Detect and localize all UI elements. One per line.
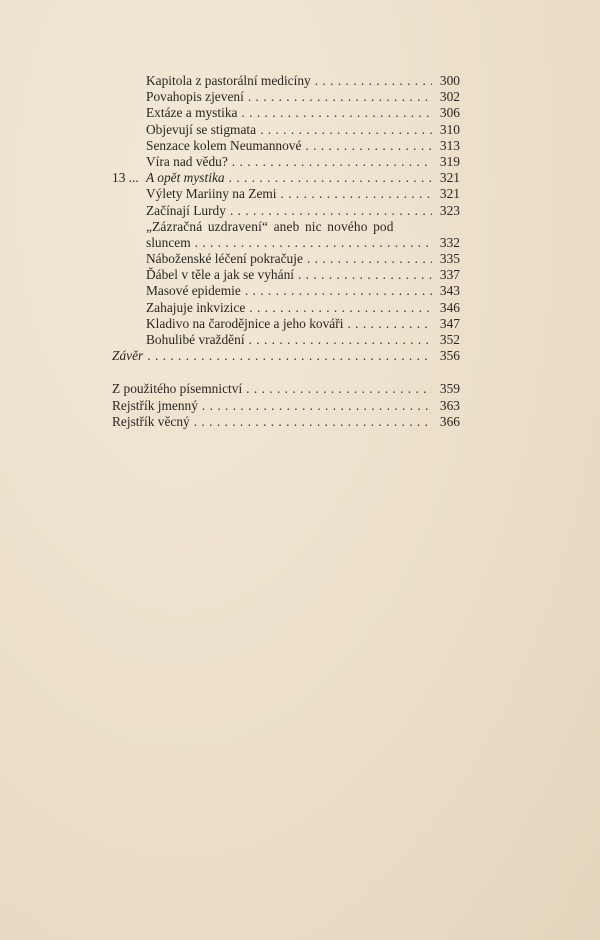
- dot-leader: [347, 316, 432, 332]
- toc-entry-title: Senzace kolem Neumannové: [146, 137, 302, 153]
- chapter-heading: [112, 170, 460, 186]
- toc-entry-title: Povahopis zjevení: [146, 89, 244, 105]
- toc-entry-page: 359: [439, 381, 460, 397]
- toc-entry-conclusion: [112, 348, 460, 364]
- toc-entry: [112, 154, 460, 170]
- dot-leader: [194, 414, 432, 430]
- toc-entry-page: 343: [439, 283, 460, 299]
- chapter-title: A opět mystika: [146, 170, 225, 186]
- toc-entry-page: 337: [439, 267, 460, 283]
- toc-entry-page: 352: [439, 332, 460, 348]
- table-of-contents: [112, 73, 460, 430]
- toc-entry-page: 319: [439, 153, 460, 169]
- chapter-number: 13 ...: [112, 170, 139, 186]
- dot-leader: [298, 267, 432, 283]
- toc-entry-title: Výlety Mariiny na Zemi: [146, 186, 277, 202]
- toc-entry-page: 347: [439, 315, 460, 331]
- toc-entry: [112, 332, 460, 348]
- dot-leader: [147, 348, 432, 364]
- dot-leader: [307, 251, 432, 267]
- toc-entry-page: 363: [439, 397, 460, 413]
- toc-entry-page: 346: [439, 299, 460, 315]
- dot-leader: [260, 122, 432, 138]
- toc-entry-appendix: [112, 398, 460, 414]
- toc-entry-title: Kladivo na čarodějnice a jeho kováři: [146, 315, 344, 331]
- toc-entry: [112, 73, 460, 89]
- toc-entry-page: 313: [439, 137, 460, 153]
- toc-entry: [112, 300, 460, 316]
- toc-entry: [112, 105, 460, 121]
- dot-leader: [249, 332, 432, 348]
- dot-leader: [305, 138, 432, 154]
- dot-leader: [241, 105, 432, 121]
- dot-leader: [229, 170, 432, 186]
- toc-entry: [112, 122, 460, 138]
- toc-entry-page: 306: [439, 105, 460, 121]
- toc-entry-page: 302: [439, 89, 460, 105]
- section-gap: [112, 364, 460, 381]
- toc-entry-title: Rejstřík věcný: [112, 413, 190, 429]
- toc-entry-line2: [146, 235, 460, 251]
- toc-entry-page: 332: [439, 234, 460, 250]
- toc-entry-page: 366: [439, 413, 460, 429]
- toc-entry-page: 310: [439, 121, 460, 137]
- toc-entry-title: Ďábel v těle a jak se vyhání: [146, 267, 294, 283]
- toc-entry-title: Z použitého písemnictví: [112, 381, 243, 397]
- toc-entry-title-line2: sluncem: [146, 234, 191, 250]
- dot-leader: [245, 283, 432, 299]
- dot-leader: [315, 73, 432, 89]
- toc-entry-title-line1: „Zázračná uzdravení“ aneb nic nového pod: [146, 218, 394, 234]
- dot-leader: [248, 89, 432, 105]
- toc-entry-appendix: [112, 414, 460, 430]
- dot-leader: [281, 186, 432, 202]
- dot-leader: [202, 398, 432, 414]
- toc-entry-title: Bohulibé vraždění: [146, 332, 245, 348]
- toc-entry: [112, 267, 460, 283]
- toc-entry-appendix: [112, 381, 460, 397]
- toc-entry-title: Víra nad vědu?: [146, 153, 228, 169]
- toc-entry-title: Náboženské léčení pokračuje: [146, 251, 303, 267]
- toc-entry-page: 321: [439, 186, 460, 202]
- dot-leader: [195, 235, 432, 251]
- toc-entry-page: 356: [439, 348, 460, 364]
- toc-entry: [112, 251, 460, 267]
- toc-entry-page: 323: [439, 202, 460, 218]
- toc-entry: [112, 89, 460, 105]
- toc-entry-title: Začínají Lurdy: [146, 202, 226, 218]
- toc-entry-title: Extáze a mystika: [146, 105, 238, 121]
- dot-leader: [249, 300, 432, 316]
- toc-entry: [112, 283, 460, 299]
- toc-entry: [112, 316, 460, 332]
- toc-entry-page: 335: [439, 251, 460, 267]
- toc-entry: [112, 186, 460, 202]
- toc-entry-title: Závěr: [112, 348, 144, 364]
- toc-entry-title: Rejstřík jmenný: [112, 397, 198, 413]
- toc-entry-title: Zahajuje inkvizice: [146, 299, 246, 315]
- chapter-page: 321: [439, 170, 460, 186]
- toc-entry: [112, 203, 460, 219]
- toc-entry-title: Objevují se stigmata: [146, 121, 257, 137]
- toc-entry-title: Kapitola z pastorální medicíny: [146, 73, 311, 88]
- toc-entry-multiline: [112, 219, 460, 251]
- dot-leader: [232, 154, 432, 170]
- dot-leader: [246, 381, 432, 397]
- toc-entry-page: 300: [439, 73, 460, 88]
- dot-leader: [230, 203, 432, 219]
- toc-entry-title: Masové epidemie: [146, 283, 241, 299]
- toc-entry: [112, 138, 460, 154]
